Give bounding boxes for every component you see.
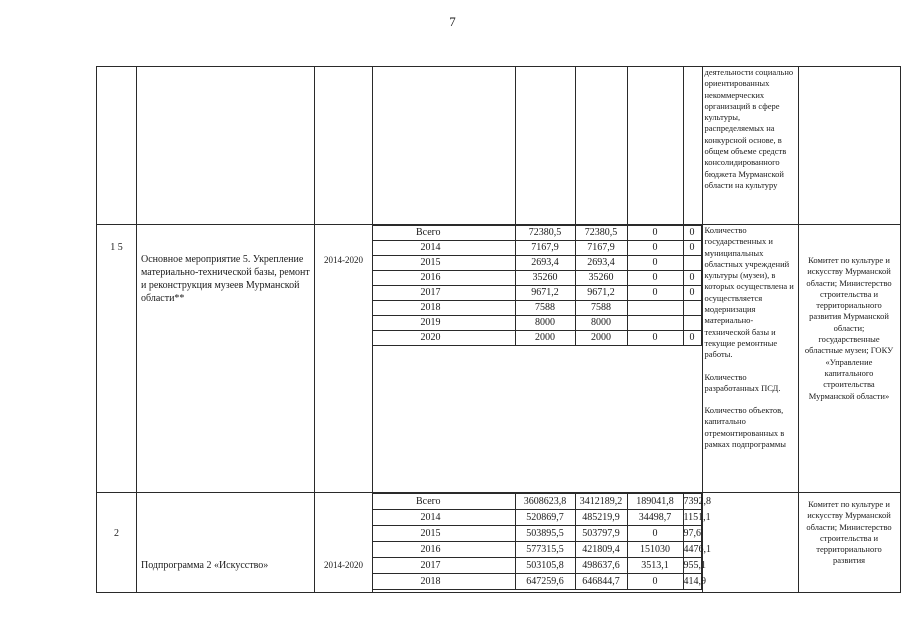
year-label: 2014 (373, 241, 515, 256)
funding-value (683, 301, 701, 316)
year-label: 2018 (373, 301, 515, 316)
funding-value: 35260 (515, 271, 575, 286)
row-number: 1 5 (110, 242, 123, 253)
funding-value: 8000 (515, 316, 575, 331)
funding-value: 0 (627, 331, 683, 346)
funding-value: 7588 (515, 301, 575, 316)
funding-value: 3513,1 (627, 558, 683, 574)
year-row (373, 241, 701, 256)
funding-value (627, 316, 683, 331)
funding-value: 2000 (515, 331, 575, 346)
funding-value: 0 (683, 241, 701, 256)
funding-by-year (373, 225, 702, 346)
year-label: 2015 (373, 256, 515, 271)
funding-value: 0 (683, 226, 701, 241)
funding-value: 646844,7 (575, 574, 627, 590)
funding-value: 421809,4 (575, 542, 627, 558)
year-row (373, 558, 701, 574)
year-label: 2017 (373, 286, 515, 301)
funding-value: 0 (683, 331, 701, 346)
year-row (373, 494, 701, 510)
program-table (96, 66, 901, 593)
year-row (373, 574, 701, 590)
funding-value: 7167,9 (515, 241, 575, 256)
funding-value (627, 301, 683, 316)
year-label: 2016 (373, 542, 515, 558)
year-row (373, 286, 701, 301)
period: 2014-2020 (324, 560, 363, 570)
funding-value: 7392,8 (683, 494, 701, 510)
funding-value: 1151,1 (683, 510, 701, 526)
funding-value: 97,6 (683, 526, 701, 542)
funding-value: 34498,7 (627, 510, 683, 526)
year-label: 2019 (373, 316, 515, 331)
year-row (373, 526, 701, 542)
funding-value: 4476,1 (683, 542, 701, 558)
funding-value (683, 316, 701, 331)
indicators: Количество государственных и муниципальных областных учреждений культуры (музеи), в которых осуществлена и осуществляется модернизация материально-технической базы и текущие ремонтные работы. (704, 225, 794, 360)
funding-value: 3608623,8 (515, 494, 575, 510)
year-row (373, 331, 701, 346)
funding-by-year (373, 493, 711, 590)
year-label: 2018 (373, 574, 515, 590)
funding-value: 189041,8 (627, 494, 683, 510)
year-row (373, 542, 701, 558)
funding-value: 955,1 (683, 558, 701, 574)
funding-value: 503797,9 (575, 526, 627, 542)
funding-value: 0 (627, 256, 683, 271)
funding-value: 520869,7 (515, 510, 575, 526)
funding-value: 577315,5 (515, 542, 575, 558)
funding-value: 8000 (575, 316, 627, 331)
measure-name: Основное мероприятие 5. Укрепление материально-технической базы, ремонт и реконструкция музеев Мурманской области** (141, 254, 310, 304)
year-label: 2014 (373, 510, 515, 526)
year-label: Всего (373, 226, 515, 241)
funding-value: 35260 (575, 271, 627, 286)
funding-value (683, 256, 701, 271)
funding-value: 72380,5 (575, 226, 627, 241)
funding-value: 9671,2 (575, 286, 627, 301)
funding-value: 0 (627, 574, 683, 590)
year-label: Всего (373, 494, 515, 510)
funding-value: 414,9 (683, 574, 701, 590)
row-2 (97, 493, 901, 593)
funding-value: 503895,5 (515, 526, 575, 542)
funding-value: 485219,9 (575, 510, 627, 526)
funding-value: 0 (683, 271, 701, 286)
year-label: 2020 (373, 331, 515, 346)
funding-value: 72380,5 (515, 226, 575, 241)
funding-value: 0 (627, 286, 683, 301)
row-15 (97, 225, 901, 493)
continuation-text: деятельности социально ориентированных некоммерческих организаций в сфере культуры, распределяемых на конкурсной основе, в общем объеме средств консолидированного бюджета Мурманской области на культуру (704, 67, 794, 190)
year-row (373, 256, 701, 271)
year-row (373, 271, 701, 286)
year-label: 2016 (373, 271, 515, 286)
funding-value: 0 (627, 271, 683, 286)
indicators-objects: Количество объектов, капитально отремонтированных в рамках подпрограммы (704, 405, 786, 450)
funding-value: 9671,2 (515, 286, 575, 301)
subprogram-name: Подпрограмма 2 «Искусство» (141, 560, 269, 571)
year-row (373, 510, 701, 526)
funding-value: 7588 (575, 301, 627, 316)
indicators-psd: Количество разработанных ПСД. (704, 371, 781, 393)
funding-value: 647259,6 (515, 574, 575, 590)
funding-value: 151030 (627, 542, 683, 558)
year-label: 2015 (373, 526, 515, 542)
period: 2014-2020 (324, 255, 363, 265)
executor: Комитет по культуре и искусству Мурманской области; Министерство строительства и территориального развития (806, 499, 892, 566)
funding-value: 3412189,2 (575, 494, 627, 510)
year-label: 2017 (373, 558, 515, 574)
funding-value: 7167,9 (575, 241, 627, 256)
funding-value: 0 (683, 286, 701, 301)
funding-value: 0 (627, 226, 683, 241)
funding-value: 2693,4 (515, 256, 575, 271)
funding-value: 2000 (575, 331, 627, 346)
page-number: 7 (449, 14, 456, 29)
funding-value: 0 (627, 526, 683, 542)
row-number: 2 (114, 528, 119, 539)
funding-value: 2693,4 (575, 256, 627, 271)
year-row (373, 301, 701, 316)
continuation-row (97, 67, 901, 225)
funding-value: 0 (627, 241, 683, 256)
executor: Комитет по культуре и искусству Мурманской области; Министерство строительства и территориального развития Мурманской области; государственные областные музеи; ГОКУ «Управление капитального строительства Мурманской области» (804, 255, 894, 401)
year-row (373, 226, 701, 241)
funding-value: 503105,8 (515, 558, 575, 574)
year-row (373, 316, 701, 331)
funding-value: 498637,6 (575, 558, 627, 574)
